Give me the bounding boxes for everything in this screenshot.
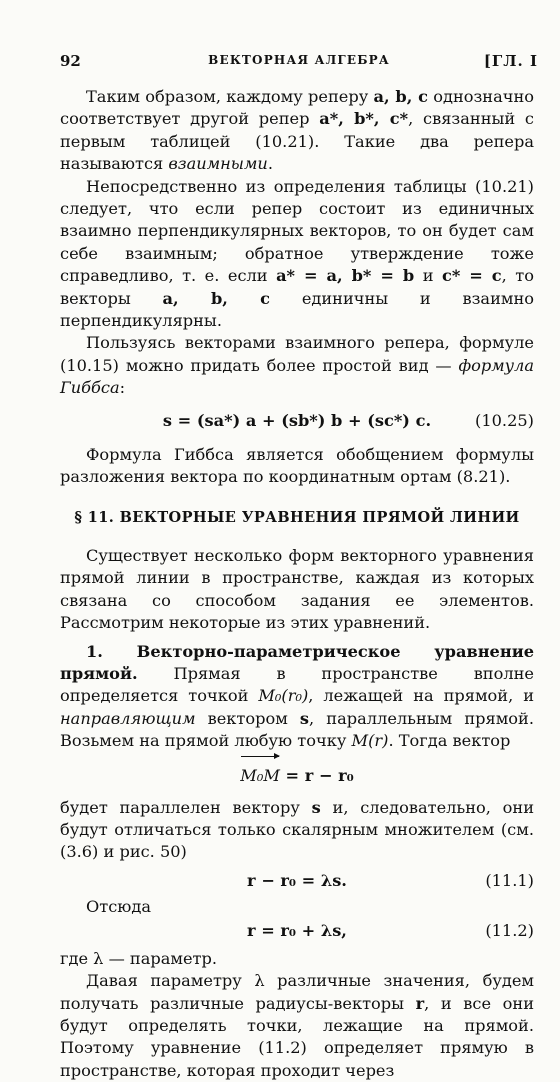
equation-number: (11.1)	[485, 870, 534, 890]
text-span: будет параллелен вектору	[60, 797, 312, 817]
body-text	[60, 86, 534, 1082]
equation-11-1	[60, 868, 534, 894]
paragraph-parameter: где λ — параметр.	[60, 948, 217, 968]
paragraph-radius-vectors	[60, 970, 534, 1082]
text-span: Прямая в пространстве вполне определяется точкой	[60, 663, 534, 706]
paragraph-parametric-equation	[60, 641, 534, 753]
text-span: однозначно соответствует другой репер	[60, 87, 534, 129]
emphasized-term: взаимными	[168, 154, 268, 174]
running-title: ВЕКТОРНАЯ АЛГЕБРА	[208, 53, 390, 67]
equation-expression: r = r₀ + λs,	[247, 920, 347, 940]
text-span: Непосредственно из определения таблицы (10.21) следует, что если репер состоит из единичных взаимно перпендикулярных векторов, то он будет сам себе взаимным; обратное утверждение тоже справедливо, т. е. если	[60, 176, 534, 286]
text-span: Давая параметру λ различные значения, будем получать различные радиусы-векторы	[60, 971, 534, 1013]
inline-formula: a* = a, b* = b	[276, 266, 415, 286]
emphasized-term: формула Гиббса	[60, 355, 534, 398]
equation-10-25	[60, 408, 534, 434]
page-number: 92	[60, 52, 81, 70]
text-span: Таким образом, каждому реперу	[86, 87, 374, 106]
text-otsyuda: Отсюда	[86, 896, 152, 916]
text-span: вектором	[195, 708, 300, 728]
vector-symbols: a*, b*, c*	[319, 109, 409, 129]
chapter-label: [ГЛ. I	[483, 52, 538, 70]
subsection-heading: 1. Векторно-параметрическое уравнение прямой.	[60, 641, 534, 683]
vector-symbols: a, b, c	[162, 288, 271, 308]
equation-expression: r − r₀ = λs.	[247, 870, 347, 890]
text-span: Пользуясь векторами взаимного репера, формуле (10.15) можно придать более простой вид —	[60, 333, 534, 375]
text-span: , то векторы	[60, 266, 534, 308]
vector-symbol: s	[311, 797, 321, 817]
text-span: , лежащей на прямой, и	[308, 686, 534, 706]
text-span: . Тогда вектор	[388, 731, 511, 751]
paragraph-reciprocal-frames	[60, 86, 534, 176]
text-span: и, следовательно, они будут отличаться только скалярным множителем (см. (3.6) и рис. 50)	[60, 797, 534, 862]
vector-symbol: s	[299, 708, 310, 728]
equation-vector-m0m	[60, 759, 534, 789]
paragraph-gibbs-intro	[60, 332, 534, 399]
equation-number: (11.2)	[485, 920, 534, 940]
point-symbol: M₀(r₀)	[258, 686, 309, 706]
paragraph-parallel	[60, 797, 534, 864]
paragraph-gibbs-generalization: Формула Гиббса является обобщением формулы разложения вектора по координатным ортам (8.21).	[60, 444, 534, 487]
section-title: § 11. ВЕКТОРНЫЕ УРАВНЕНИЯ ПРЯМОЙ ЛИНИИ	[74, 508, 520, 526]
paragraph-self-reciprocal	[60, 176, 534, 333]
point-symbol: M(r)	[351, 731, 389, 751]
text-span: и	[414, 266, 442, 286]
text-span: , связанный с первым таблицей (10.21). Такие два репера называются	[60, 109, 534, 174]
page-header	[60, 52, 538, 72]
vector-symbols: a, b, c	[373, 87, 428, 106]
paragraph-forms-intro: Существует несколько форм векторного уравнения прямой линии в пространстве, каждая из которых связана со способом задания ее элементов. Рассмотрим некоторые из этих уравнений.	[60, 545, 534, 633]
text-span: :	[119, 378, 126, 398]
text-span: = r − r₀	[279, 765, 354, 785]
emphasized-term: направляющим	[60, 708, 196, 728]
equation-expression: s = (sa*) a + (sb*) b + (sc*) c.	[162, 410, 432, 430]
text-span: , и все они будут определять точки, лежащие на прямой. Поэтому уравнение (11.2) определяет прямую в пространстве, которая проходит через	[60, 993, 534, 1080]
equation-11-2	[60, 918, 534, 944]
equation-number: (10.25)	[475, 410, 534, 430]
text-span: , параллельным прямой. Возьмем на прямой любую точку	[60, 708, 534, 751]
vector-arrow-symbol: M₀M	[240, 759, 280, 793]
text-span: единичны и взаимно перпендикулярны.	[60, 288, 534, 331]
vector-symbol: r	[415, 993, 425, 1013]
inline-formula: c* = c	[441, 266, 502, 286]
equation-expression	[240, 759, 353, 793]
text-span: .	[267, 154, 273, 174]
